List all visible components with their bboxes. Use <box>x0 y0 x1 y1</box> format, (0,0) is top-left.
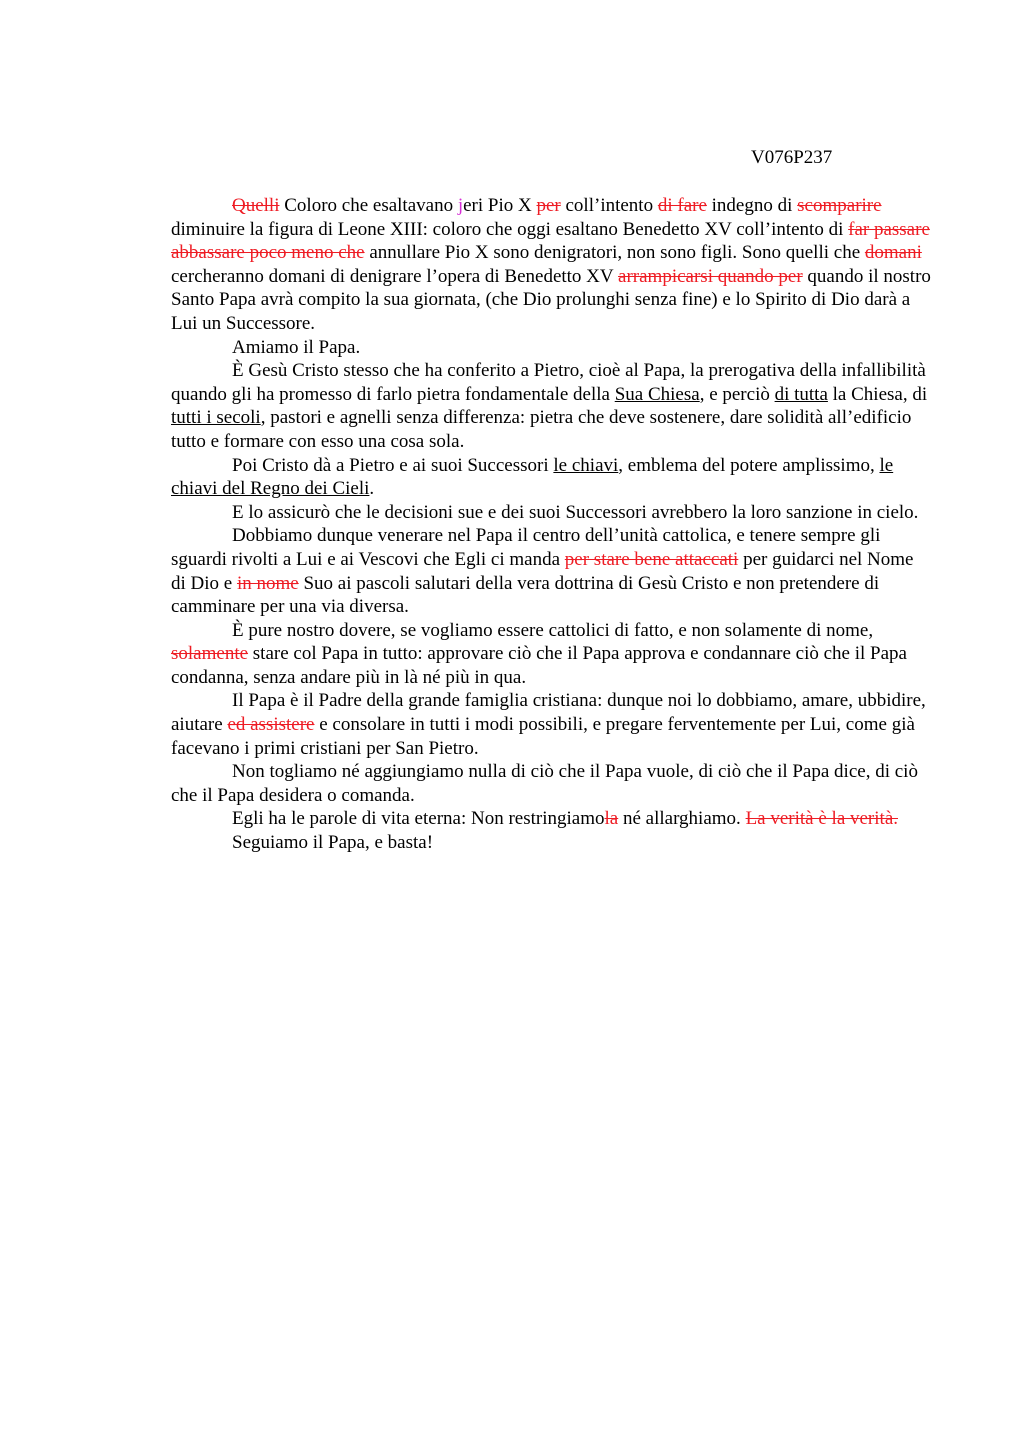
deleted-text: Quelli <box>232 195 280 216</box>
inserted-text: j <box>457 195 464 216</box>
text-run: annullare Pio X sono denigratori, non sono figli. Sono quelli che <box>364 242 865 264</box>
text-run: quando il nostro Santo Papa avrà compito la sua giornata, (che Dio prolunghi senza fine) e lo Spirito di Dio darà a Lui un Successore. <box>171 265 931 334</box>
deleted-text: la <box>604 808 619 830</box>
deleted-text: in nome <box>236 572 299 594</box>
text-run: coll’intento <box>560 195 658 216</box>
deleted-text: La verità è la verità. <box>745 808 898 830</box>
text-run: Il Papa è il Padre della grande famiglia cristiana: dunque noi lo dobbiamo, amare, ubbidire, aiutare <box>171 690 926 736</box>
text-run: Poi Cristo dà a Pietro e ai suoi Successori <box>232 454 554 476</box>
paragraph <box>171 359 931 453</box>
text-run: eri Pio X <box>463 195 537 216</box>
underlined-text: tutti i secoli <box>171 407 261 429</box>
text-run: . <box>369 478 375 500</box>
text-run: Coloro che esaltavano <box>279 195 458 216</box>
text-run: né allarghiamo. <box>618 808 746 830</box>
text-run: la Chiesa, di <box>827 383 928 405</box>
text-run: Suo ai pascoli salutari della vera dottrina di Gesù Cristo e non pretendere di camminare per una via diversa. <box>171 572 880 618</box>
document-body <box>171 194 931 855</box>
text-run: per guidarci nel Nome di Dio e <box>171 548 914 594</box>
underlined-text: le chiavi <box>553 454 619 476</box>
underlined-text: le chiavi del Regno dei Cieli <box>171 454 894 500</box>
text-run: diminuire la figura di Leone XIII: coloro che oggi esaltano Benedetto XV coll’intento di <box>171 218 849 240</box>
paragraph <box>171 501 931 525</box>
text-run: , e perciò <box>699 383 775 405</box>
text-run: , emblema del potere amplissimo, <box>618 454 880 476</box>
text-run: stare col Papa in tutto: approvare ciò che il Papa approva e condannare ciò che il Papa condanna, senza andare più in là né più in qua. <box>171 643 907 688</box>
paragraph <box>171 524 931 618</box>
deleted-text: per <box>536 195 561 216</box>
page-identifier: V076P237 <box>751 147 833 168</box>
paragraph <box>171 336 931 360</box>
deleted-text: far passare abbassare poco meno che <box>171 218 930 264</box>
underlined-text: Sua Chiesa <box>614 383 700 405</box>
paragraph <box>171 454 931 501</box>
deleted-text: di fare <box>657 195 707 216</box>
text-run: e consolare in tutti i modi possibili, e pregare ferventemente per Lui, come già facevano i primi cristiani per San Pietro. <box>171 714 915 759</box>
paragraph <box>171 831 931 855</box>
text-run: È pure nostro dovere, se vogliamo essere cattolici di fatto, e non solamente di nome, <box>232 619 874 641</box>
paragraph <box>171 194 931 336</box>
text-run: È Gesù Cristo stesso che ha conferito a Pietro, cioè al Papa, la prerogativa della infallibilità quando gli ha promesso di farlo pietra fondamentale della <box>171 360 926 405</box>
deleted-text: arrampicarsi quando per <box>618 265 803 287</box>
text-run: Amiamo il Papa. <box>232 336 361 358</box>
text-run: Egli ha le parole di vita eterna: Non restringiamo <box>232 808 605 830</box>
underlined-text: di tutta <box>774 383 828 405</box>
paragraph <box>171 760 931 807</box>
text-run: , pastori e agnelli senza differenza: pietra che deve sostenere, dare solidità all’edificio tutto e formare con esso una cosa sola. <box>171 407 912 452</box>
text-run: E lo assicurò che le decisioni sue e dei suoi Successori avrebbero la loro sanzione in cielo. <box>232 501 919 523</box>
deleted-text: domani <box>864 242 922 264</box>
paragraph <box>171 619 931 690</box>
paragraph <box>171 807 931 831</box>
deleted-text: ed assistere <box>227 714 315 736</box>
text-run: Seguiamo il Papa, e basta! <box>232 832 434 854</box>
paragraph <box>171 689 931 760</box>
text-run: indegno di <box>706 195 798 216</box>
deleted-text: solamente <box>171 643 249 665</box>
text-run: cercheranno domani di denigrare l’opera di Benedetto XV <box>171 265 619 287</box>
deleted-text: scomparire <box>797 195 882 216</box>
text-run: Non togliamo né aggiungiamo nulla di ciò che il Papa vuole, di ciò che il Papa dice, di ciò che il Papa desidera o comanda. <box>171 761 918 806</box>
deleted-text: per stare bene attaccati <box>564 548 739 570</box>
text-run: Dobbiamo dunque venerare nel Papa il centro dell’unità cattolica, e tenere sempre gli sguardi rivolti a Lui e ai Vescovi che Egli ci manda <box>171 525 881 570</box>
